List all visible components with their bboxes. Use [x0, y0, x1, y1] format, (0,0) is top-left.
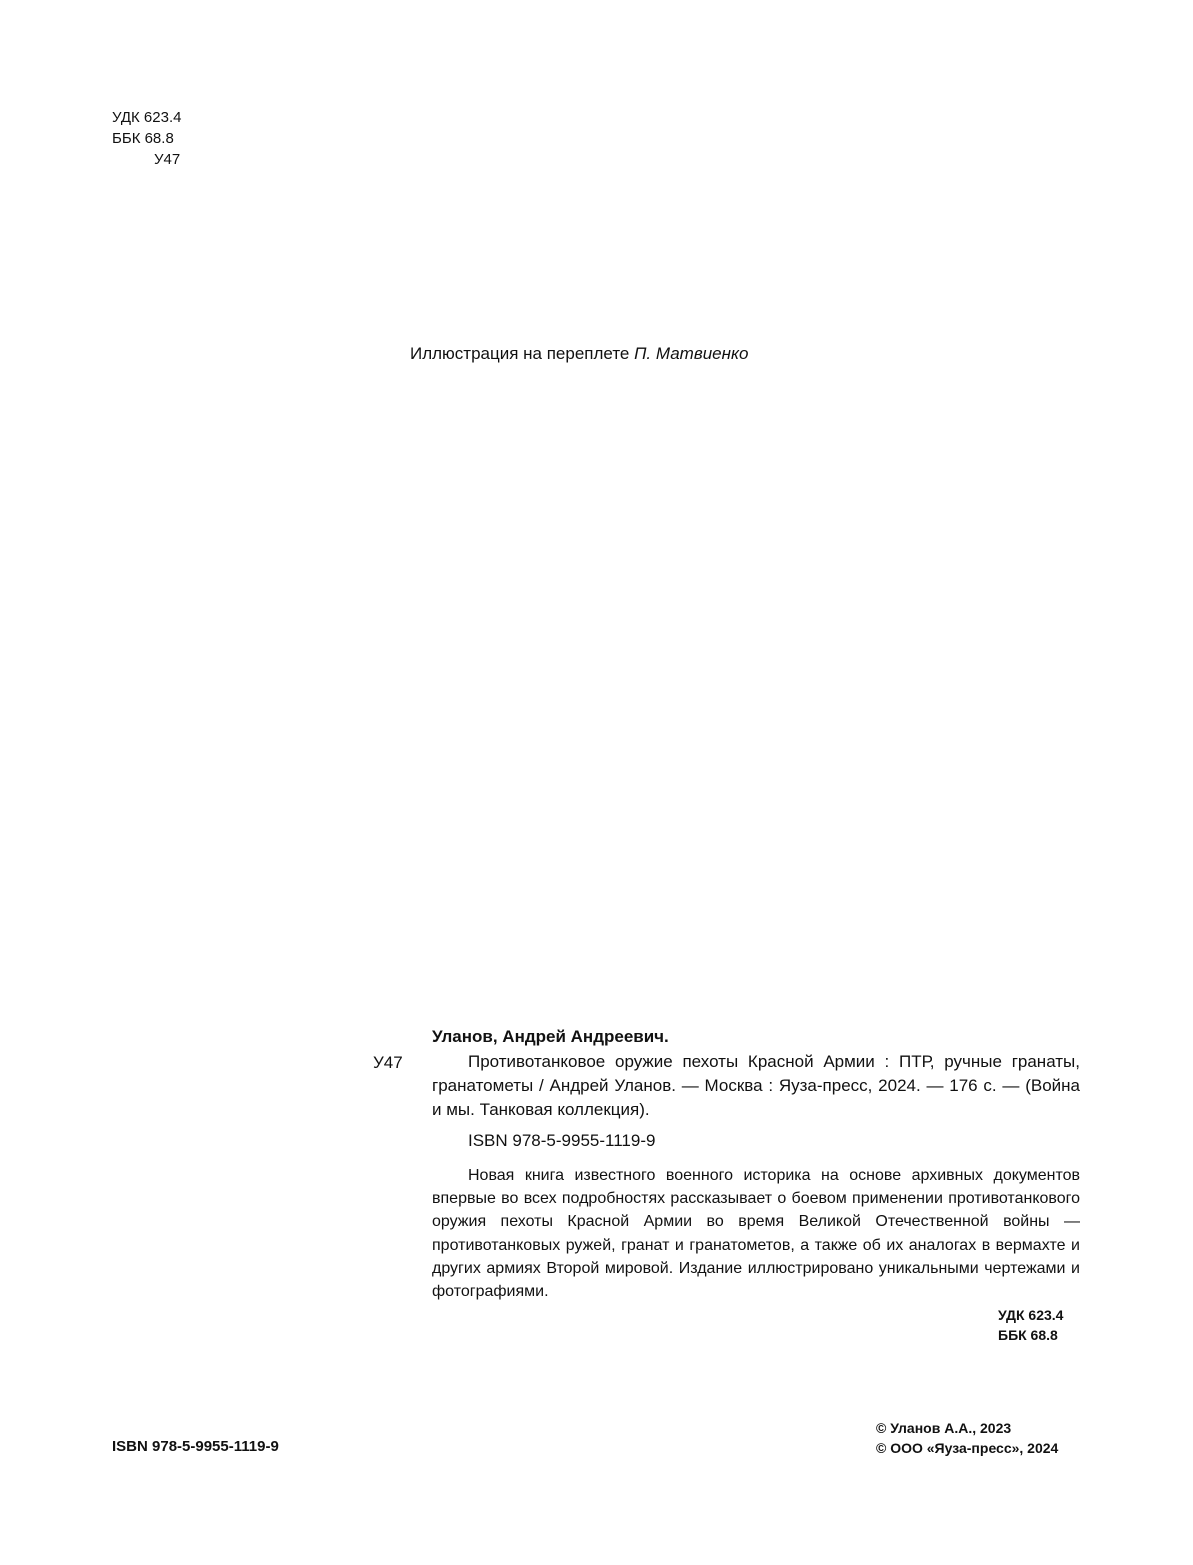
catalog-classification: [998, 1305, 1063, 1345]
catalog-annotation: Новая книга известного военного историка на основе архивных документов впервые во всех подробностях рассказывает о боевом применении противотанкового оружия пехоты Красной Армии во время Великой Отечественной войны — противотанковых ружей, гранат и гранатометов, а также об их аналогах в вермахте и других армиях Второй мировой. Издание иллюстрировано уникальными чертежами и фотографиями.: [432, 1167, 1080, 1301]
catalog-bbk: ББК 68.8: [998, 1327, 1058, 1343]
copyright-publisher: © ООО «Яуза-пресс», 2024: [876, 1440, 1059, 1456]
top-classification: [112, 107, 181, 170]
footer-isbn: ISBN 978-5-9955-1119-9: [112, 1438, 279, 1455]
catalog-description: Противотанковое оружие пехоты Красной Армии : ПТР, ручные гранаты, гранатометы / Андрей Уланов. — Москва : Яуза-пресс, 2024. — 176 с. — (Война и мы. Танковая коллекция).: [432, 1052, 1080, 1119]
illustration-label: Иллюстрация на переплете: [410, 344, 635, 363]
author-mark: У47: [154, 151, 181, 168]
catalog-isbn: ISBN 978-5-9955-1119-9: [468, 1131, 656, 1150]
copyright-author: © Уланов А.А., 2023: [876, 1420, 1012, 1436]
illustrator-name: П. Матвиенко: [634, 344, 749, 363]
illustration-credit: [410, 343, 748, 365]
catalog-udk: УДК 623.4: [998, 1307, 1064, 1323]
bbk-code: ББК 68.8: [112, 130, 174, 147]
copyright-block: [876, 1418, 1058, 1458]
udk-code: УДК 623.4: [112, 109, 182, 126]
catalog-author: Уланов, Андрей Андреевич.: [432, 1027, 669, 1046]
catalog-author-mark: У47: [373, 1053, 403, 1072]
